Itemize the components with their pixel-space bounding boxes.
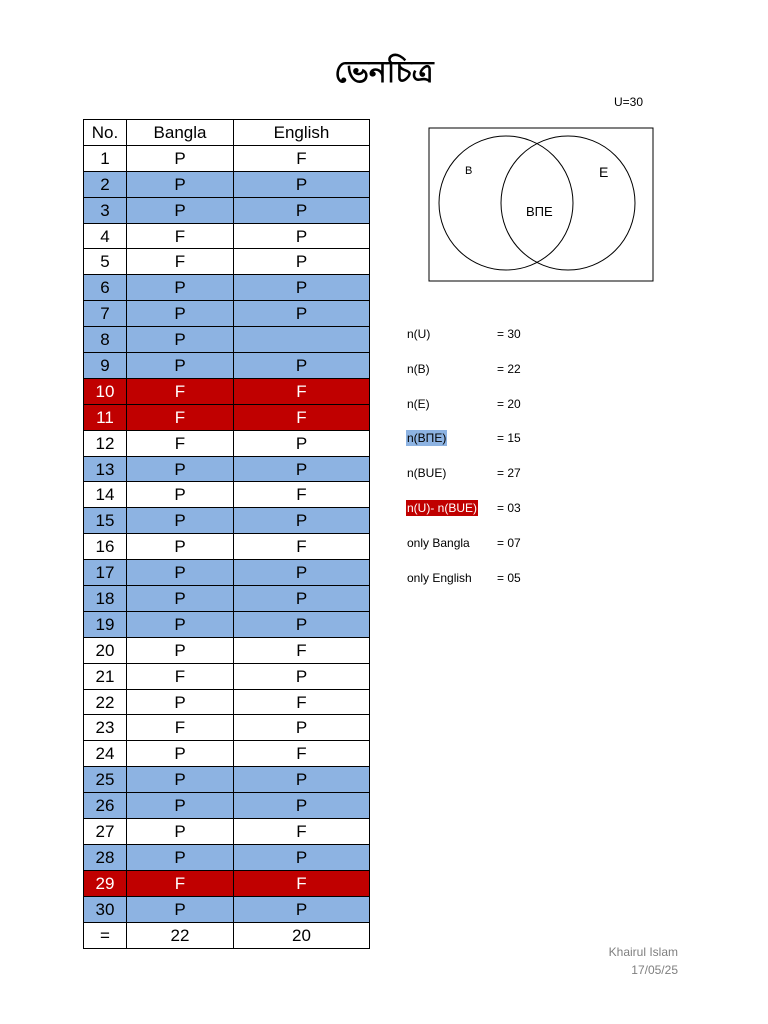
cell-bangla: P [127,534,234,560]
table-row [84,171,370,197]
cell-no: 26 [84,793,127,819]
cell-no: 18 [84,586,127,612]
cell-english: P [234,508,370,534]
cell-bangla: F [127,430,234,456]
cell-bangla: P [127,456,234,482]
stat-value: = 03 [497,500,521,515]
cell-no: 11 [84,404,127,430]
cell-bangla: F [127,223,234,249]
cell-bangla: F [127,663,234,689]
venn-label-e: E [599,164,609,180]
stat-value: = 20 [497,396,521,411]
cell-no: 7 [84,301,127,327]
stat-label: n(BΠE) [407,431,447,446]
cell-bangla: P [127,586,234,612]
cell-english: P [234,275,370,301]
cell-no: 22 [84,689,127,715]
cell-english: P [234,793,370,819]
cell-no: 16 [84,534,127,560]
stat-label: n(U) [407,327,431,341]
cell-bangla: P [127,275,234,301]
header-no: No. [84,120,127,146]
cell-no: 17 [84,560,127,586]
cell-bangla: F [127,249,234,275]
cell-bangla: P [127,819,234,845]
cell-english: P [234,844,370,870]
cell-english: P [234,171,370,197]
table-row [84,404,370,430]
cell-no: 8 [84,327,127,353]
author-date: 17/05/25 [631,963,678,977]
stat-label: n(U)- n(BUE) [407,500,478,515]
stat-value: = 07 [497,535,521,550]
stat-value: = 30 [497,327,521,341]
cell-english: F [234,741,370,767]
cell-english: P [234,249,370,275]
table-row [84,896,370,922]
cell-no: 3 [84,197,127,223]
cell-english: F [234,482,370,508]
stat-label: only Bangla [407,535,470,550]
cell-no: 5 [84,249,127,275]
table-row [84,482,370,508]
stat-value: = 22 [497,361,521,376]
cell-bangla: F [127,870,234,896]
cell-bangla: P [127,145,234,171]
cell-bangla: P [127,508,234,534]
cell-bangla: P [127,689,234,715]
table-row [84,844,370,870]
cell-bangla: F [127,404,234,430]
table-row [84,689,370,715]
cell-no: 15 [84,508,127,534]
cell-english: P [234,301,370,327]
cell-english [234,327,370,353]
cell-no: 25 [84,767,127,793]
cell-english: F [234,145,370,171]
cell-no: 27 [84,819,127,845]
page-title: ভেনচিত্র [334,55,434,90]
cell-no: 19 [84,611,127,637]
cell-bangla: F [127,378,234,404]
stat-label: only English [407,570,472,585]
total-label: = [84,922,127,948]
table-row [84,223,370,249]
cell-no: 6 [84,275,127,301]
cell-english: F [234,870,370,896]
table-row [84,663,370,689]
cell-no: 9 [84,353,127,379]
table-row [84,145,370,171]
table-row [84,586,370,612]
table-row [84,793,370,819]
header-bangla: Bangla [127,120,234,146]
table-row [84,715,370,741]
cell-english: F [234,534,370,560]
cell-english: F [234,689,370,715]
table-row [84,534,370,560]
cell-no: 24 [84,741,127,767]
stat-value: = 15 [497,431,521,446]
cell-bangla: P [127,611,234,637]
results-table-body [84,120,370,949]
cell-bangla: P [127,637,234,663]
cell-no: 30 [84,896,127,922]
cell-english: P [234,767,370,793]
cell-english: P [234,430,370,456]
cell-english: P [234,715,370,741]
cell-no: 2 [84,171,127,197]
table-row [84,249,370,275]
cell-no: 20 [84,637,127,663]
venn-diagram [428,127,654,282]
cell-no: 14 [84,482,127,508]
cell-english: P [234,586,370,612]
cell-english: P [234,197,370,223]
cell-bangla: P [127,353,234,379]
table-row [84,611,370,637]
table-row [84,819,370,845]
table-row [84,870,370,896]
cell-english: P [234,456,370,482]
cell-no: 4 [84,223,127,249]
venn-label-b: B [465,165,473,177]
table-row [84,430,370,456]
cell-english: P [234,663,370,689]
stat-label: n(B) [407,361,430,376]
cell-no: 21 [84,663,127,689]
stat-value: = 27 [497,466,521,481]
cell-english: P [234,223,370,249]
stat-value: = 05 [497,570,521,585]
table-row [84,301,370,327]
cell-bangla: P [127,844,234,870]
cell-english: F [234,404,370,430]
cell-bangla: P [127,327,234,353]
cell-bangla: P [127,171,234,197]
author-name: Khairul Islam [608,945,678,959]
table-row [84,508,370,534]
cell-no: 12 [84,430,127,456]
table-row [84,275,370,301]
table-row [84,767,370,793]
cell-bangla: P [127,793,234,819]
cell-english: P [234,611,370,637]
total-english: 20 [234,922,370,948]
table-row [84,741,370,767]
cell-no: 29 [84,870,127,896]
cell-english: F [234,637,370,663]
cell-no: 23 [84,715,127,741]
stat-label: n(E) [407,396,430,411]
stat-label: n(BUE) [407,466,447,481]
author-block [609,943,678,979]
cell-english: F [234,819,370,845]
cell-english: P [234,896,370,922]
table-row [84,353,370,379]
venn-label-intersection: BΠE [526,204,553,219]
table-header-row [84,120,370,146]
table-row [84,378,370,404]
cell-bangla: P [127,560,234,586]
cell-no: 13 [84,456,127,482]
cell-bangla: P [127,482,234,508]
cell-bangla: P [127,301,234,327]
table-totals-row [84,922,370,948]
table-row [84,560,370,586]
cell-bangla: P [127,896,234,922]
cell-english: F [234,378,370,404]
universe-label: U=30 [614,95,644,109]
cell-bangla: P [127,741,234,767]
cell-bangla: F [127,715,234,741]
cell-english: P [234,353,370,379]
table-row [84,637,370,663]
cell-english: P [234,560,370,586]
results-table [83,119,370,949]
cell-no: 10 [84,378,127,404]
table-row [84,456,370,482]
cell-bangla: P [127,197,234,223]
total-bangla: 22 [127,922,234,948]
table-row [84,327,370,353]
cell-no: 28 [84,844,127,870]
header-english: English [234,120,370,146]
cell-bangla: P [127,767,234,793]
cell-no: 1 [84,145,127,171]
table-row [84,197,370,223]
